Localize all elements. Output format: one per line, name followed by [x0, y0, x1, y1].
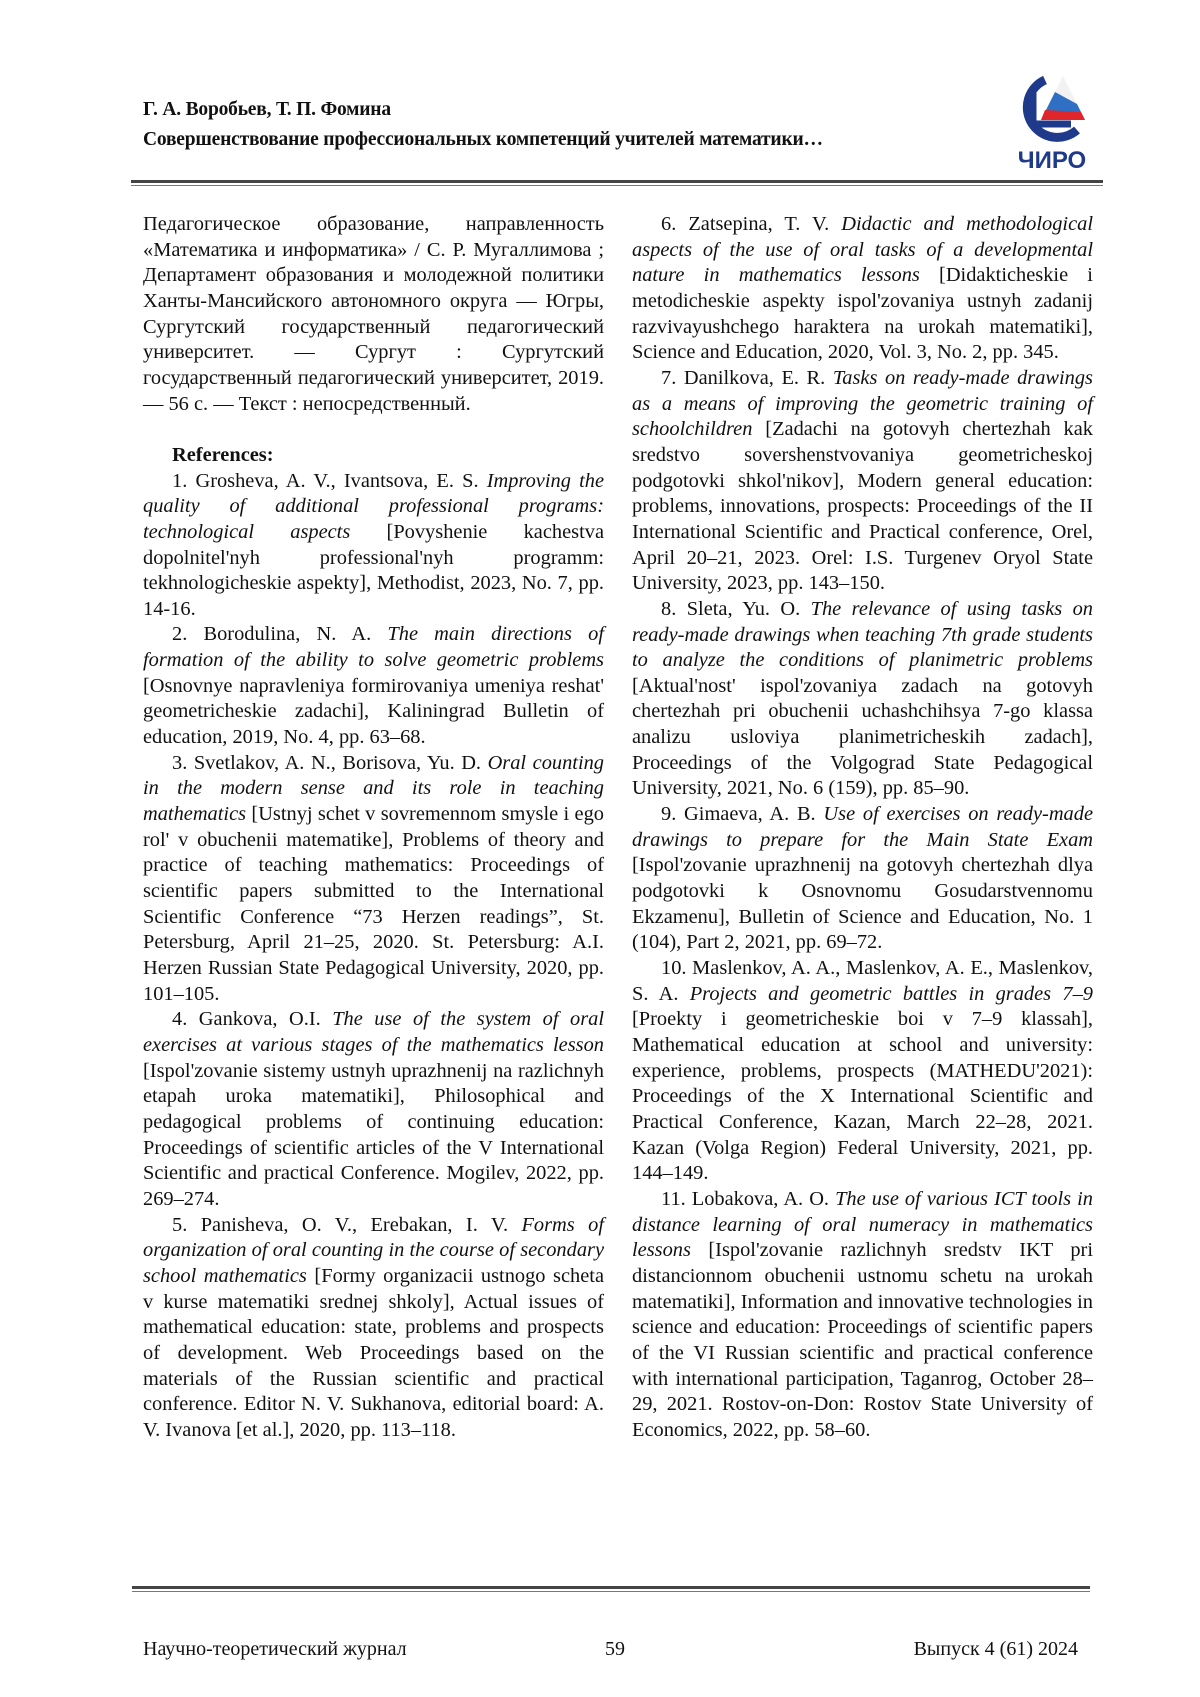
header-authors: Г. А. Воробьев, Т. П. Фомина [143, 99, 391, 121]
reference-rest: [Osnovnye napravleniya formirovaniya umeniya reshat' geometricheskie zadachi], Kaliningrad Bulletin of education, 2019, No. 4, pp. 63–68. [143, 675, 604, 748]
reference-rest: [Ispol'zovanie uprazhnenij na gotovyh chertezhah dlya podgotovki k Osnovnomu Gosudarstvennomu Ekzamenu], Bulletin of Science and Education, No. 1 (104), Part 2, 2021, pp. 69–72. [632, 854, 1093, 953]
reference-title: Use of exercises on ready-made drawings to prepare for the Main State Exam [632, 803, 1093, 851]
reference-item [632, 597, 1093, 802]
reference-title: Forms of organization of oral counting in the course of secondary school mathematics [143, 1214, 604, 1287]
reference-lead: 2. Borodulina, N. A. [172, 623, 387, 645]
reference-item [632, 212, 1093, 366]
reference-item [632, 1187, 1093, 1444]
page-number: 59 [605, 1638, 625, 1661]
footer-issue: Выпуск 4 (61) 2024 [914, 1638, 1078, 1661]
reference-title: Tasks on ready-made drawings as a means of improving the geometric training of schoolchildren [632, 367, 1093, 440]
reference-lead: 5. Panisheva, O. V., Erebakan, I. V. [172, 1214, 521, 1236]
footer-journal: Научно-теоретический журнал [143, 1638, 407, 1661]
reference-lead: 3. Svetlakov, A. N., Borisova, Yu. D. [172, 752, 488, 774]
reference-item [632, 802, 1093, 956]
reference-lead: 11. Lobakova, A. O. [661, 1188, 835, 1210]
reference-title: The relevance of using tasks on ready-made drawings when teaching 7th grade students to analyze the conditions of planimetric problems [632, 598, 1093, 671]
reference-rest: [Ustnyj schet v sovremennom smysle i ego rol' v obuchenii matematike], Problems of theory and practice of teaching mathematics: Proceedings of scientific papers submitted to the International Scientific Conference “73 Herzen readings”, St. Petersburg, April 21–25, 2020. St. Petersburg: A.I. Herzen Russian State Pedagogical University, 2020, pp. 101–105. [143, 803, 604, 1005]
reference-rest: [Ispol'zovanie sistemy ustnyh uprazhnenij na razlichnyh etapah uroka matematiki], Philosophical and pedagogical problems of continuing education: Proceedings of scientific articles of the V International Scientific and practical Conference. Mogilev, 2022, pp. 269–274. [143, 1060, 604, 1210]
reference-title: The use of various ICT tools in distance learning of oral numeracy in mathematics lessons [632, 1188, 1093, 1261]
reference-lead: 7. Danilkova, E. R. [661, 367, 833, 389]
reference-item [143, 1213, 604, 1444]
reference-title: Projects and geometric battles in grades 7–9 [690, 983, 1093, 1005]
reference-lead: 10. Maslenkov, A. A., Maslenkov, A. E., Maslenkov, S. A. [632, 957, 1093, 1005]
header-rule [131, 180, 1103, 186]
reference-rest: [Povyshenie kachestva dopolnitel'nyh professional'nyh programm: tekhnologicheskie aspekty], Methodist, 2023, No. 7, pp. 14-16. [143, 521, 604, 620]
svg-text:ЧИРО: ЧИРО [1018, 147, 1086, 173]
reference-item [632, 956, 1093, 1187]
reference-title: Improving the quality of additional professional programs: technological aspects [143, 470, 604, 543]
reference-rest: [Formy organizacii ustnogo scheta v kurse matematiki srednej shkoly], Actual issues of mathematical education: state, problems and prospects of development. Web Proceedings based on the materials of the Russian scientific and practical conference. Editor N. V. Sukhanova, editorial board: A. V. Ivanova [et al.], 2020, pp. 113–118. [143, 1265, 604, 1441]
reference-title: Oral counting in the modern sense and its role in teaching mathematics [143, 752, 604, 825]
reference-item [143, 622, 604, 750]
reference-rest: [Zadachi na gotovyh chertezhah kak sredstvo sovershenstvovaniya geometricheskoj podgotovki shkol'nikov], Modern general education: problems, innovations, prospects: Proceedings of the II International Scientific and Practical conference, Orel, April 20–21, 2023. Orel: I.S. Turgenev Oryol State University, 2023, pp. 143–150. [632, 418, 1093, 594]
reference-lead: 8. Sleta, Yu. O. [661, 598, 811, 620]
reference-lead: 6. Zatsepina, T. V. [661, 213, 841, 235]
reference-title: The main directions of formation of the ability to solve geometric problems [143, 623, 604, 671]
reference-rest: [Ispol'zovanie razlichnyh sredstv IKT pri distancionnom obuchenii ustnomu schetu na urokah matematiki], Information and innovative technologies in science and education: Proceedings of scientific papers of the VI Russian scientific and practical conference with international participation, Taganrog, October 28–29, 2021. Rostov-on-Don: Rostov State University of Economics, 2022, pp. 58–60. [632, 1239, 1093, 1441]
chiro-logo [1005, 68, 1100, 173]
intro-text: Педагогическое образование, направленность «Математика и информатика» / С. Р. Мугаллимова ; Департамент образования и молодежной политики Ханты-Мансийского автономного округа — Югры, Сургутский государственный педагогический университет. — Сургут : Сургутский государственный педагогический университет, 2019. — 56 с. — Текст : непосредственный. [143, 212, 604, 417]
right-column [632, 212, 1093, 1444]
reference-item [143, 1007, 604, 1212]
reference-item [632, 366, 1093, 597]
reference-lead: 1. Grosheva, A. V., Ivantsova, E. S. [172, 470, 487, 492]
header-title: Совершенствование профессиональных компетенций учителей математики… [143, 129, 823, 151]
reference-title: Didactic and methodological aspects of the use of oral tasks of a developmental nature in mathematics lessons [632, 213, 1093, 286]
left-column [143, 212, 604, 1443]
reference-rest: [Proekty i geometricheskie boi v 7–9 klassah], Mathematical education at school and university: experience, problems, prospects (MATHEDU'2021): Proceedings of the X International Scientific and Practical Conference, Kazan, March 22–28, 2021. Kazan (Volga Region) Federal University, 2021, pp. 144–149. [632, 1008, 1093, 1184]
reference-rest: [Didakticheskie i metodicheskie aspekty ispol'zovaniya ustnyh zadanij razvivayushchego haraktera na urokah matematiki], Science and Education, 2020, Vol. 3, No. 2, pp. 345. [632, 264, 1093, 363]
footer-rule [132, 1586, 1090, 1592]
reference-rest: [Aktual'nost' ispol'zovaniya zadach na gotovyh chertezhah pri obuchenii uchashchihsya 7-go klassa analizu usloviya planimetricheskih zadach], Proceedings of the Volgograd State Pedagogical University, 2021, No. 6 (159), pp. 85–90. [632, 675, 1093, 800]
reference-item [143, 469, 604, 623]
reference-lead: 9. Gimaeva, A. B. [661, 803, 823, 825]
reference-title: The use of the system of oral exercises at various stages of the mathematics lesson [143, 1008, 604, 1056]
reference-lead: 4. Gankova, O.I. [172, 1008, 332, 1030]
references-heading: References: [143, 443, 604, 469]
reference-item [143, 751, 604, 1008]
